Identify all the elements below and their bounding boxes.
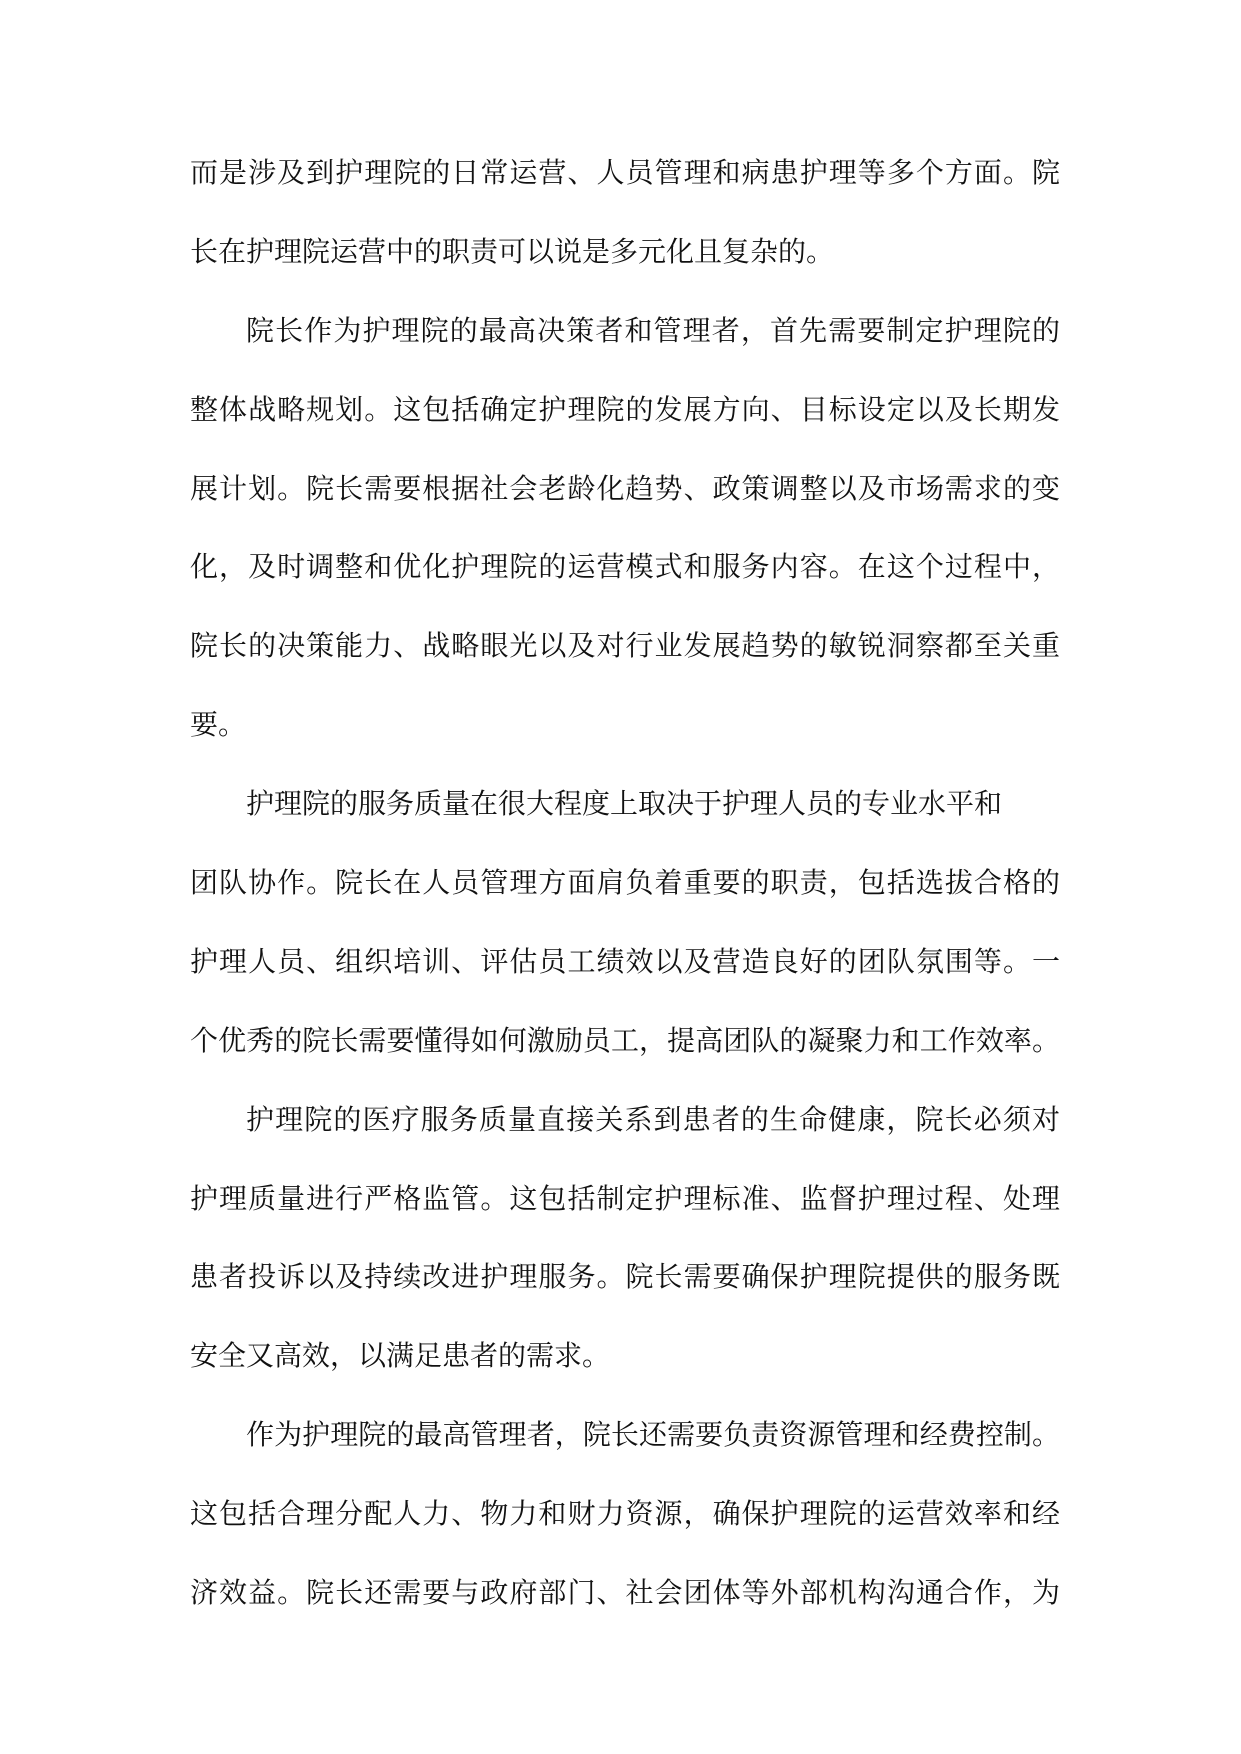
text-line: 护理人员、组织培训、评估员工绩效以及营造良好的团队氛围等。一	[190, 944, 1060, 978]
text-line: 作为护理院的最高管理者，院长还需要负责资源管理和经费控制。	[246, 1418, 1060, 1452]
text-line: 护理院的服务质量在很大程度上取决于护理人员的专业水平和	[246, 787, 1003, 821]
text-line: 护理质量进行严格监管。这包括制定护理标准、监督护理过程、处理	[190, 1181, 1060, 1215]
text-line: 要。	[190, 708, 247, 742]
text-line: 长在护理院运营中的职责可以说是多元化且复杂的。	[190, 234, 835, 268]
document-body	[190, 140, 1060, 1639]
text-line: 护理院的医疗服务质量直接关系到患者的生命健康，院长必须对	[246, 1102, 1060, 1136]
text-line: 济效益。院长还需要与政府部门、社会团体等外部机构沟通合作，为	[190, 1576, 1060, 1610]
text-line: 而是涉及到护理院的日常运营、人员管理和病患护理等多个方面。院	[190, 156, 1060, 189]
text-line: 这包括合理分配人力、物力和财力资源，确保护理院的运营效率和经	[190, 1497, 1060, 1531]
text-line: 整体战略规划。这包括确定护理院的发展方向、目标设定以及长期发	[190, 392, 1060, 426]
text-line: 患者投诉以及持续改进护理服务。院长需要确保护理院提供的服务既	[190, 1260, 1060, 1294]
text-line: 展计划。院长需要根据社会老龄化趋势、政策调整以及市场需求的变	[190, 471, 1060, 505]
text-line: 院长的决策能力、战略眼光以及对行业发展趋势的敏锐洞察都至关重	[190, 629, 1060, 663]
text-line: 化，及时调整和优化护理院的运营模式和服务内容。在这个过程中，	[190, 550, 1060, 584]
text-line: 个优秀的院长需要懂得如何激励员工，提高团队的凝聚力和工作效率。	[190, 1023, 1060, 1057]
text-line: 团队协作。院长在人员管理方面肩负着重要的职责，包括选拔合格的	[190, 866, 1060, 900]
text-line: 安全又高效，以满足患者的需求。	[190, 1339, 611, 1373]
text-line: 院长作为护理院的最高决策者和管理者，首先需要制定护理院的	[246, 313, 1060, 347]
